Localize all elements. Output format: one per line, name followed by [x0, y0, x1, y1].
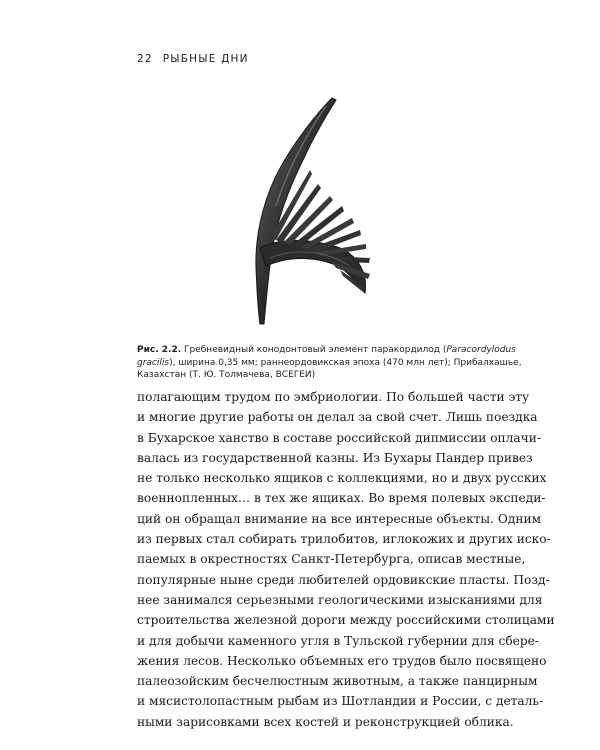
body-paragraph: [137, 387, 555, 732]
caption-line-3: Казахстан (Т. Ю. Толмачева, ВСЕГЕИ): [137, 370, 316, 380]
caption-line-2: [137, 357, 522, 370]
text-line: жения лесов. Несколько объемных его трудов было посвящено: [137, 653, 547, 668]
text-line: ными зарисовками всех костей и реконструкцией облика.: [137, 714, 514, 729]
caption-species-genus: Paracordylodus: [446, 345, 516, 355]
caption-line-1: [137, 344, 515, 357]
caption-text-after: ), ширина 0,35 мм; раннеордовикская эпоха (470 млн лет); Прибалхашье,: [169, 357, 522, 368]
text-line: паемых в окрестностях Санкт-Петербурга, описав местные,: [137, 552, 526, 567]
caption-label: Рис. 2.2.: [137, 345, 182, 355]
text-line: военнопленных… в тех же ящиках. Во время полевых экспеди-: [137, 491, 546, 506]
text-line: ций он обращал внимание на все интересные объекты. Одним: [137, 511, 542, 526]
text-line: из первых стал собирать трилобитов, иглокожих и других иско-: [137, 532, 551, 547]
text-line: валась из государственной казны. Из Бухары Пандер привез: [137, 450, 533, 465]
caption-text-before: Гребневидный конодонтовый элемент паракордилод (: [181, 345, 447, 355]
text-line: и многие другие работы он делал за свой счет. Лишь поездка: [137, 410, 538, 425]
running-title: РЫБНЫЕ ДНИ: [162, 53, 249, 65]
figure-caption: [137, 344, 522, 382]
figure-conodont-image: [200, 88, 400, 338]
text-line: и мясистолопастным рыбам из Шотландии и России, с деталь-: [137, 694, 544, 709]
text-line: популярные ныне среди любителей ордовикские пласты. Позд-: [137, 572, 550, 587]
conodont-illustration: [200, 88, 400, 338]
page-number: 22: [137, 53, 153, 65]
text-line: и для добычи каменного угля в Тульской губернии для сбере-: [137, 633, 540, 648]
text-line: не только несколько ящиков с коллекциями, но и двух русских: [137, 471, 547, 486]
running-header: [137, 53, 249, 65]
text-line: палеозойским бесчелюстным животным, а также панцирным: [137, 674, 538, 689]
text-line: в Бухарское ханство в составе российской дипмиссии оплачи-: [137, 430, 541, 445]
text-line: полагающим трудом по эмбриологии. По большей части эту: [137, 390, 530, 404]
text-line: нее занимался серьезными геологическими изысканиями для: [137, 592, 543, 607]
caption-species-epithet: gracilis: [137, 357, 170, 368]
text-line: строительства железной дороги между российскими столицами: [137, 613, 555, 628]
